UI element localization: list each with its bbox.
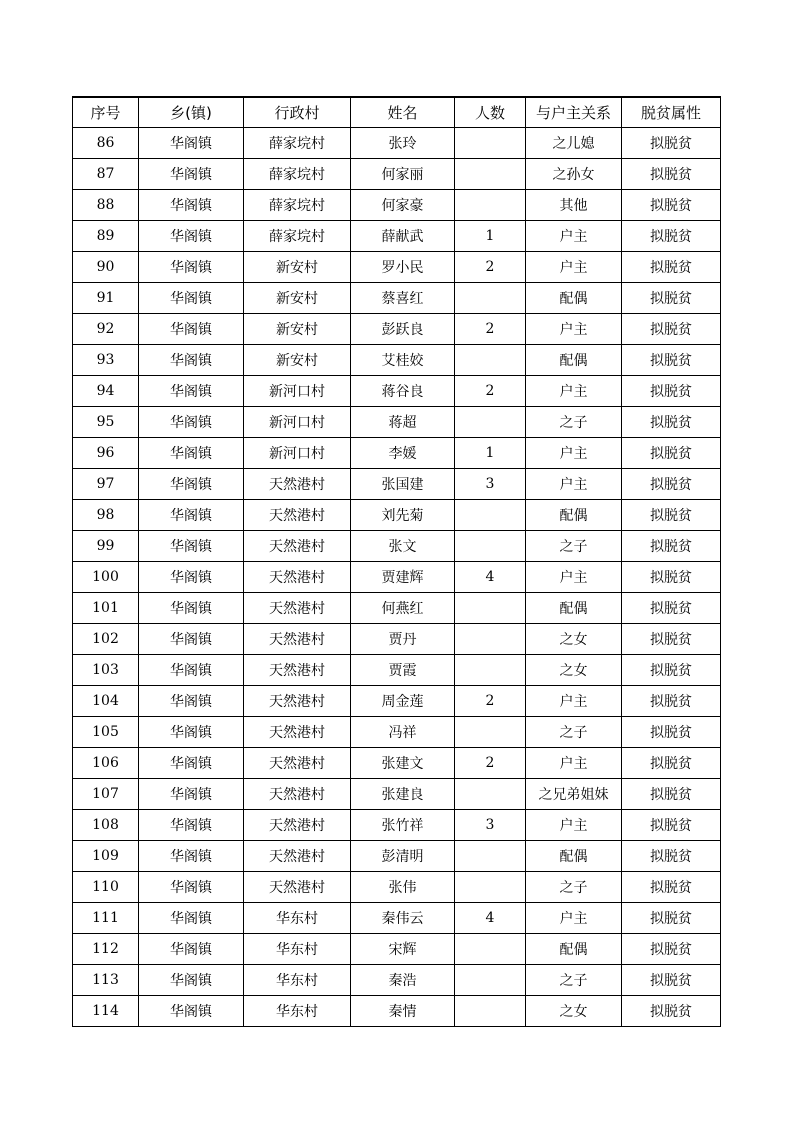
table-row [73,624,721,655]
cell-township: 华阁镇 [139,717,244,748]
cell-township: 华阁镇 [139,190,244,221]
cell-name: 张国建 [351,469,455,500]
cell-relation: 配偶 [526,283,622,314]
cell-village: 天然港村 [244,686,351,717]
cell-relation: 户主 [526,810,622,841]
cell-household-size [455,190,526,221]
cell-index: 94 [73,376,139,407]
table-row [73,593,721,624]
cell-relation: 之子 [526,407,622,438]
cell-village: 天然港村 [244,500,351,531]
cell-household-size [455,500,526,531]
cell-household-size [455,841,526,872]
cell-relation: 户主 [526,376,622,407]
cell-village: 天然港村 [244,624,351,655]
cell-name: 宋辉 [351,934,455,965]
cell-village: 天然港村 [244,655,351,686]
cell-index: 86 [73,128,139,159]
cell-village: 天然港村 [244,810,351,841]
table-row [73,314,721,345]
cell-status: 拟脱贫 [622,965,721,996]
cell-index: 114 [73,996,139,1027]
cell-status: 拟脱贫 [622,903,721,934]
cell-household-size [455,159,526,190]
cell-name: 贾建辉 [351,562,455,593]
cell-status: 拟脱贫 [622,934,721,965]
cell-relation: 配偶 [526,841,622,872]
cell-village: 薛家垸村 [244,190,351,221]
cell-status: 拟脱贫 [622,562,721,593]
cell-name: 何燕红 [351,593,455,624]
cell-index: 99 [73,531,139,562]
cell-household-size [455,996,526,1027]
cell-township: 华阁镇 [139,345,244,376]
cell-relation: 户主 [526,686,622,717]
cell-household-size: 2 [455,314,526,345]
cell-index: 95 [73,407,139,438]
cell-name: 张伟 [351,872,455,903]
table-row [73,190,721,221]
cell-relation: 之兄弟姐妹 [526,779,622,810]
cell-index: 88 [73,190,139,221]
cell-name: 秦情 [351,996,455,1027]
table-row [73,934,721,965]
cell-township: 华阁镇 [139,686,244,717]
cell-household-size: 3 [455,810,526,841]
cell-name: 何家豪 [351,190,455,221]
cell-household-size [455,128,526,159]
cell-township: 华阁镇 [139,934,244,965]
cell-name: 薛献武 [351,221,455,252]
cell-village: 薛家垸村 [244,221,351,252]
cell-status: 拟脱贫 [622,221,721,252]
cell-name: 张玲 [351,128,455,159]
table-row [73,345,721,376]
cell-relation: 之女 [526,655,622,686]
cell-status: 拟脱贫 [622,190,721,221]
table-row [73,500,721,531]
cell-name: 蒋谷良 [351,376,455,407]
cell-township: 华阁镇 [139,841,244,872]
table-row [73,872,721,903]
table-row [73,407,721,438]
cell-relation: 之子 [526,717,622,748]
cell-status: 拟脱贫 [622,531,721,562]
cell-index: 97 [73,469,139,500]
cell-relation: 之女 [526,624,622,655]
cell-township: 华阁镇 [139,872,244,903]
cell-township: 华阁镇 [139,159,244,190]
cell-household-size: 2 [455,252,526,283]
cell-status: 拟脱贫 [622,128,721,159]
cell-index: 109 [73,841,139,872]
cell-status: 拟脱贫 [622,717,721,748]
table-row [73,562,721,593]
cell-index: 107 [73,779,139,810]
cell-relation: 户主 [526,562,622,593]
table-row [73,159,721,190]
cell-status: 拟脱贫 [622,345,721,376]
cell-township: 华阁镇 [139,469,244,500]
cell-name: 艾桂姣 [351,345,455,376]
table-row [73,531,721,562]
cell-index: 96 [73,438,139,469]
cell-index: 106 [73,748,139,779]
cell-status: 拟脱贫 [622,810,721,841]
cell-relation: 其他 [526,190,622,221]
cell-household-size [455,717,526,748]
cell-relation: 配偶 [526,934,622,965]
cell-status: 拟脱贫 [622,624,721,655]
cell-township: 华阁镇 [139,655,244,686]
cell-village: 新安村 [244,283,351,314]
cell-index: 113 [73,965,139,996]
cell-relation: 户主 [526,748,622,779]
cell-name: 张建良 [351,779,455,810]
cell-township: 华阁镇 [139,903,244,934]
cell-village: 薛家垸村 [244,159,351,190]
cell-township: 华阁镇 [139,562,244,593]
cell-village: 天然港村 [244,469,351,500]
header-index: 序号 [73,97,139,128]
cell-index: 112 [73,934,139,965]
cell-township: 华阁镇 [139,283,244,314]
cell-household-size [455,624,526,655]
cell-township: 华阁镇 [139,779,244,810]
table-row [73,376,721,407]
cell-household-size [455,407,526,438]
cell-name: 秦浩 [351,965,455,996]
header-row [73,97,721,128]
cell-relation: 配偶 [526,345,622,376]
cell-village: 新河口村 [244,438,351,469]
cell-index: 101 [73,593,139,624]
cell-township: 华阁镇 [139,221,244,252]
cell-household-size: 2 [455,376,526,407]
table-row [73,686,721,717]
cell-household-size: 1 [455,438,526,469]
cell-township: 华阁镇 [139,252,244,283]
cell-status: 拟脱贫 [622,779,721,810]
cell-index: 100 [73,562,139,593]
table-row [73,841,721,872]
header-household-size: 人数 [455,97,526,128]
cell-name: 贾霞 [351,655,455,686]
table-row [73,965,721,996]
cell-name: 贾丹 [351,624,455,655]
cell-relation: 之孙女 [526,159,622,190]
cell-household-size [455,934,526,965]
cell-township: 华阁镇 [139,128,244,159]
cell-status: 拟脱贫 [622,283,721,314]
cell-index: 91 [73,283,139,314]
cell-household-size: 3 [455,469,526,500]
cell-township: 华阁镇 [139,996,244,1027]
header-village: 行政村 [244,97,351,128]
cell-township: 华阁镇 [139,965,244,996]
cell-name: 彭清明 [351,841,455,872]
cell-name: 张文 [351,531,455,562]
cell-township: 华阁镇 [139,500,244,531]
cell-relation: 配偶 [526,593,622,624]
table-row [73,748,721,779]
table-row [73,128,721,159]
cell-relation: 之子 [526,531,622,562]
cell-relation: 之女 [526,996,622,1027]
cell-name: 张竹祥 [351,810,455,841]
cell-village: 新安村 [244,314,351,345]
cell-township: 华阁镇 [139,810,244,841]
cell-relation: 户主 [526,314,622,345]
cell-household-size [455,965,526,996]
cell-index: 111 [73,903,139,934]
cell-household-size [455,283,526,314]
cell-relation: 之儿媳 [526,128,622,159]
cell-index: 87 [73,159,139,190]
table-row [73,655,721,686]
cell-township: 华阁镇 [139,593,244,624]
table-row [73,903,721,934]
cell-village: 华东村 [244,996,351,1027]
cell-status: 拟脱贫 [622,314,721,345]
table-body [73,128,721,1027]
cell-status: 拟脱贫 [622,872,721,903]
cell-township: 华阁镇 [139,438,244,469]
cell-status: 拟脱贫 [622,500,721,531]
table-header [73,97,721,128]
cell-index: 108 [73,810,139,841]
cell-village: 天然港村 [244,562,351,593]
table-row [73,996,721,1027]
cell-relation: 户主 [526,469,622,500]
cell-name: 冯祥 [351,717,455,748]
cell-village: 天然港村 [244,872,351,903]
cell-household-size [455,531,526,562]
cell-household-size [455,779,526,810]
cell-village: 新安村 [244,345,351,376]
cell-index: 104 [73,686,139,717]
cell-name: 张建文 [351,748,455,779]
cell-name: 彭跃良 [351,314,455,345]
cell-index: 105 [73,717,139,748]
header-status: 脱贫属性 [622,97,721,128]
cell-name: 何家丽 [351,159,455,190]
cell-index: 102 [73,624,139,655]
cell-name: 罗小民 [351,252,455,283]
cell-village: 天然港村 [244,717,351,748]
table-row [73,717,721,748]
header-township: 乡(镇) [139,97,244,128]
cell-household-size: 2 [455,686,526,717]
cell-index: 98 [73,500,139,531]
cell-relation: 户主 [526,221,622,252]
table-row [73,252,721,283]
cell-relation: 之子 [526,965,622,996]
cell-village: 华东村 [244,965,351,996]
cell-name: 李媛 [351,438,455,469]
cell-name: 刘先菊 [351,500,455,531]
cell-index: 89 [73,221,139,252]
table-row [73,438,721,469]
cell-status: 拟脱贫 [622,469,721,500]
cell-village: 天然港村 [244,748,351,779]
table-row [73,779,721,810]
table-row [73,283,721,314]
cell-name: 蒋超 [351,407,455,438]
cell-township: 华阁镇 [139,748,244,779]
table-row [73,469,721,500]
cell-relation: 配偶 [526,500,622,531]
cell-name: 秦伟云 [351,903,455,934]
cell-name: 周金莲 [351,686,455,717]
cell-index: 103 [73,655,139,686]
cell-status: 拟脱贫 [622,655,721,686]
cell-township: 华阁镇 [139,407,244,438]
cell-index: 93 [73,345,139,376]
poverty-list-table [72,96,721,1027]
cell-index: 92 [73,314,139,345]
cell-status: 拟脱贫 [622,252,721,283]
cell-name: 蔡喜红 [351,283,455,314]
table-row [73,221,721,252]
cell-township: 华阁镇 [139,314,244,345]
cell-index: 110 [73,872,139,903]
cell-village: 华东村 [244,934,351,965]
cell-village: 天然港村 [244,779,351,810]
cell-household-size: 4 [455,562,526,593]
cell-index: 90 [73,252,139,283]
cell-status: 拟脱贫 [622,438,721,469]
cell-village: 新河口村 [244,407,351,438]
cell-village: 新安村 [244,252,351,283]
cell-village: 薛家垸村 [244,128,351,159]
cell-township: 华阁镇 [139,376,244,407]
cell-township: 华阁镇 [139,624,244,655]
cell-village: 天然港村 [244,841,351,872]
cell-household-size: 4 [455,903,526,934]
cell-status: 拟脱贫 [622,593,721,624]
cell-village: 天然港村 [244,531,351,562]
cell-household-size: 2 [455,748,526,779]
cell-household-size: 1 [455,221,526,252]
cell-relation: 之子 [526,872,622,903]
table-row [73,810,721,841]
cell-household-size [455,655,526,686]
cell-relation: 户主 [526,903,622,934]
cell-village: 新河口村 [244,376,351,407]
cell-village: 华东村 [244,903,351,934]
cell-status: 拟脱贫 [622,376,721,407]
cell-village: 天然港村 [244,593,351,624]
cell-household-size [455,345,526,376]
cell-relation: 户主 [526,438,622,469]
cell-relation: 户主 [526,252,622,283]
cell-status: 拟脱贫 [622,159,721,190]
cell-township: 华阁镇 [139,531,244,562]
header-name: 姓名 [351,97,455,128]
cell-status: 拟脱贫 [622,996,721,1027]
header-relation: 与户主关系 [526,97,622,128]
cell-status: 拟脱贫 [622,748,721,779]
cell-status: 拟脱贫 [622,841,721,872]
cell-status: 拟脱贫 [622,407,721,438]
cell-household-size [455,872,526,903]
cell-status: 拟脱贫 [622,686,721,717]
cell-household-size [455,593,526,624]
